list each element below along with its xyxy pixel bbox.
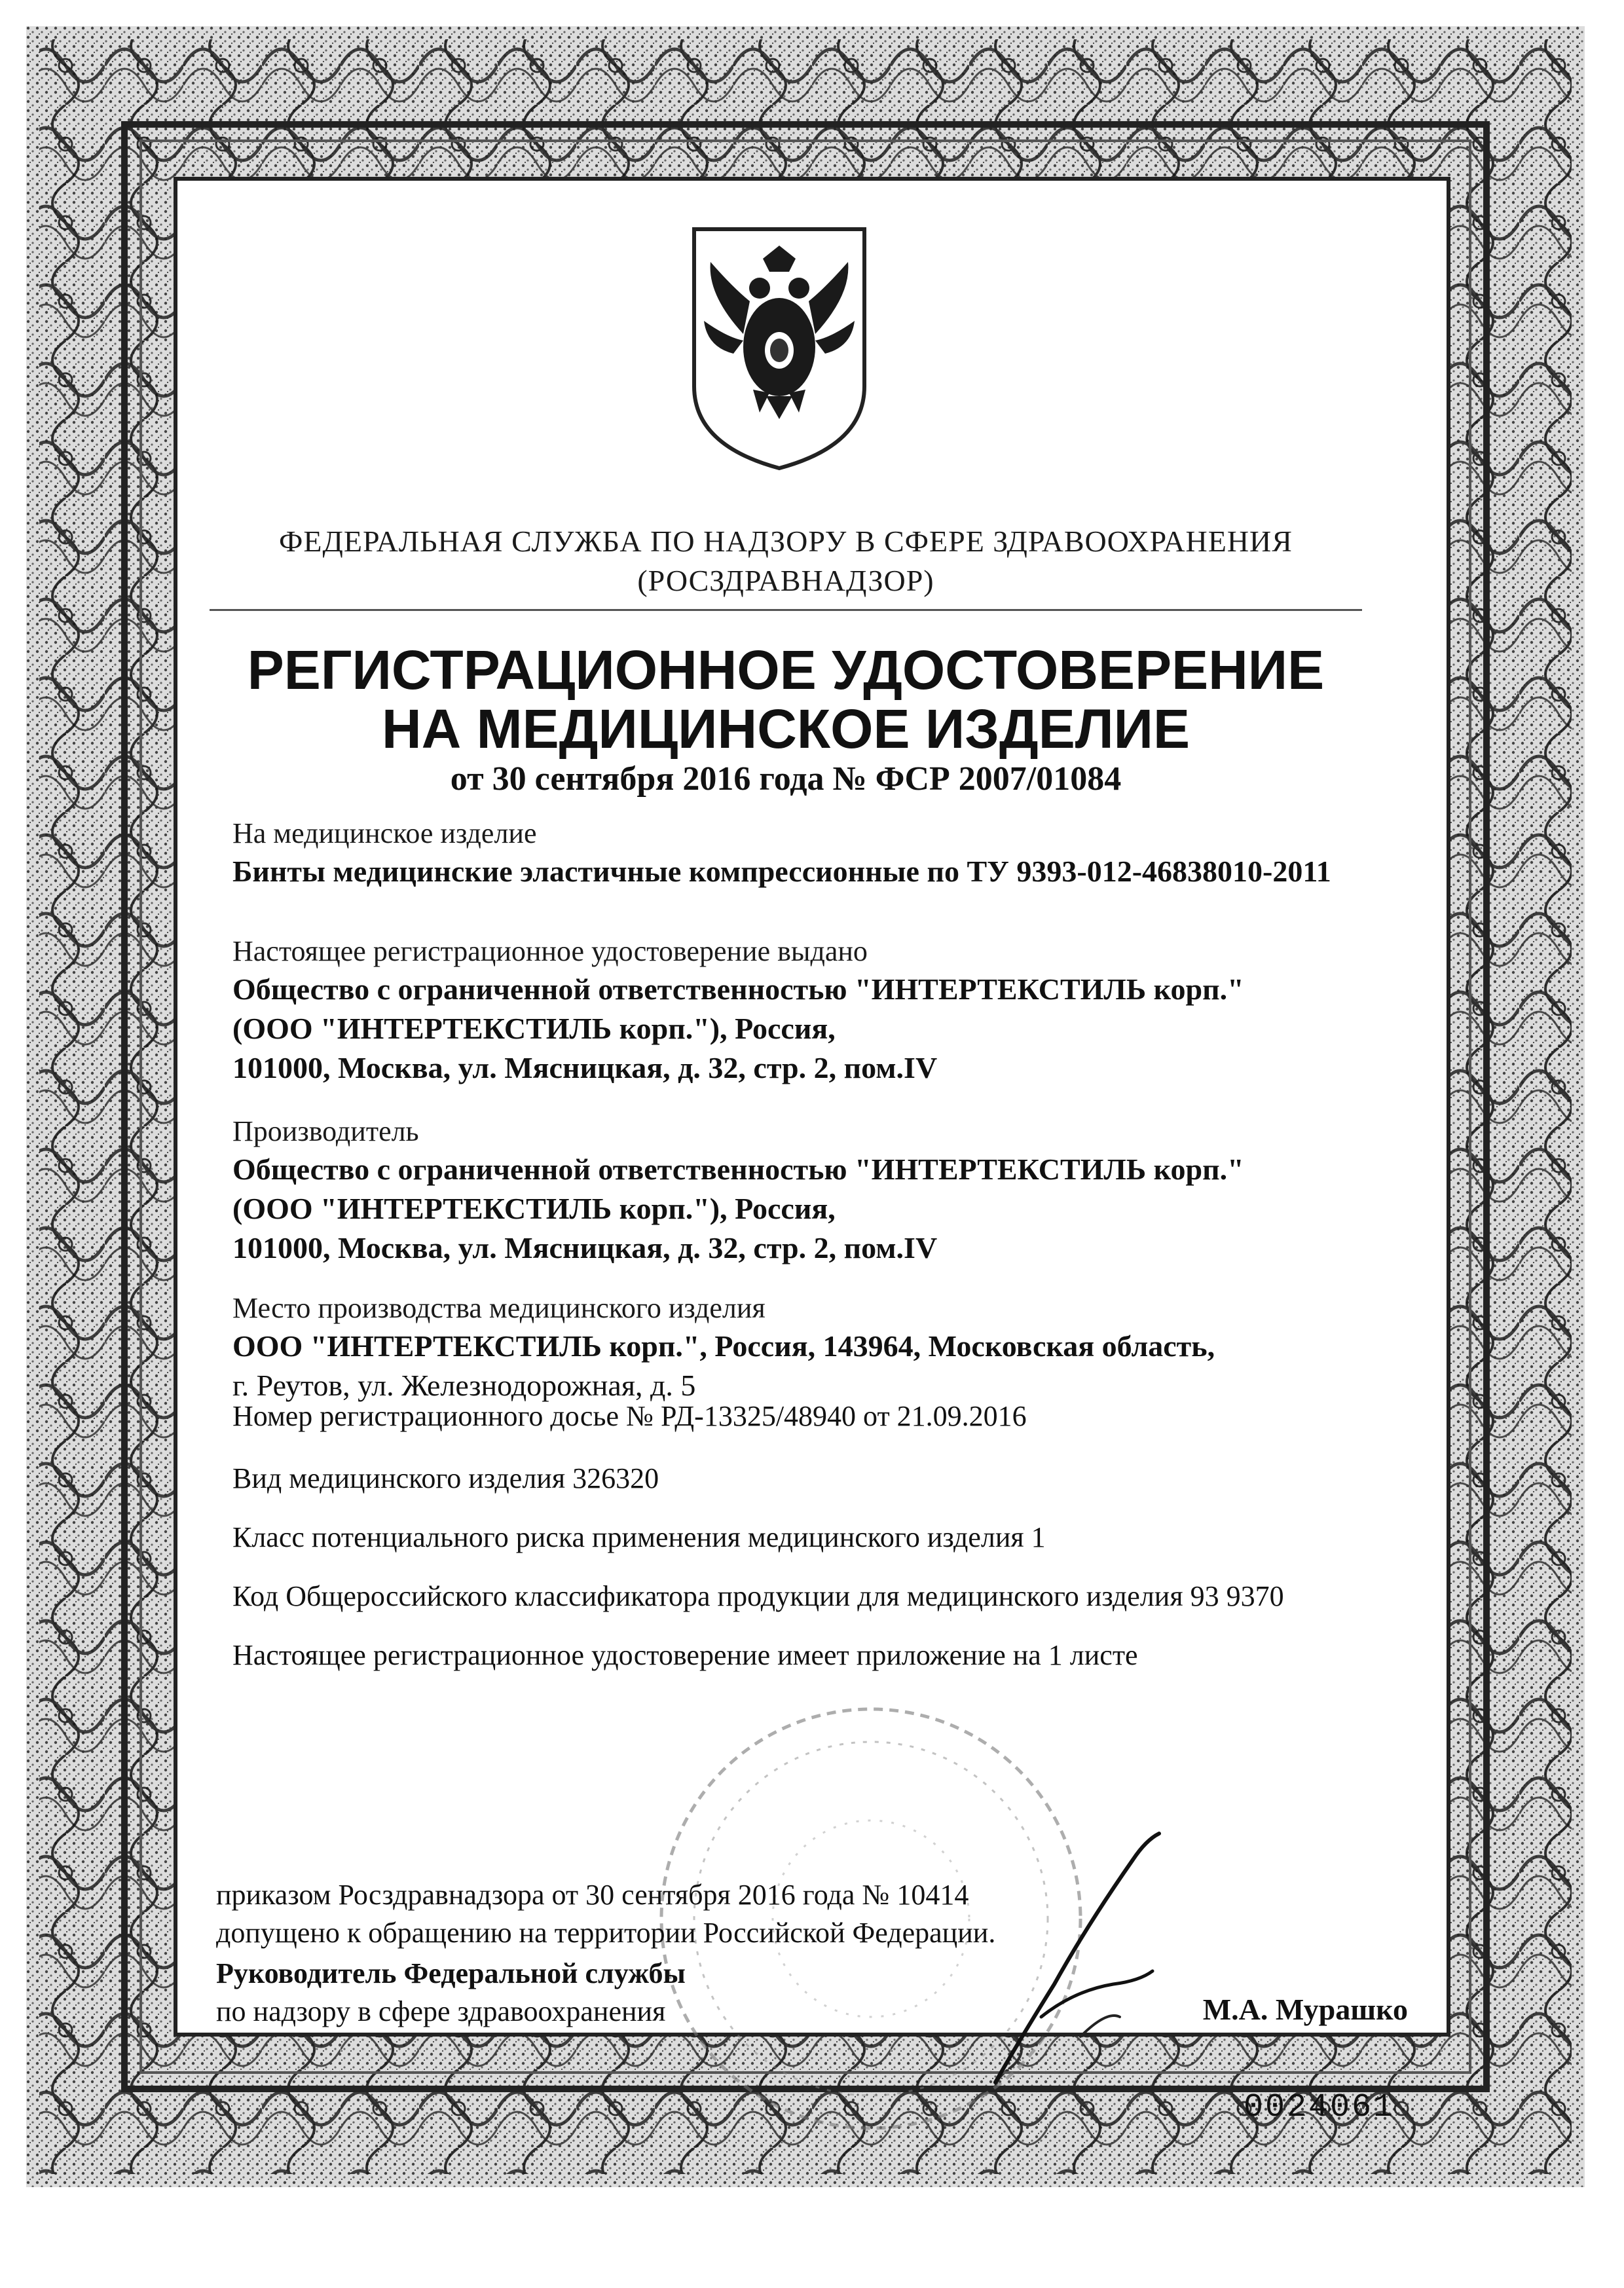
product-label: На медицинское изделие: [232, 817, 537, 849]
header-divider: [210, 609, 1362, 611]
serial-number: 0024061: [1243, 2089, 1395, 2126]
agency-abbreviation: (РОСЗДРАВНАДЗОР): [637, 564, 934, 597]
signatory-title: [216, 1955, 805, 2031]
issued-to-line: (ООО "ИНТЕРТЕКСТИЛЬ корп."), Россия,: [232, 1012, 836, 1045]
production-place-label: Место производства медицинского изделия: [232, 1292, 766, 1324]
coat-of-arms-emblem: [681, 223, 877, 471]
order-line: приказом Росздравнадзора от 30 сентября 2016 года № 10414: [216, 1879, 969, 1911]
risk-class: Класс потенциального риска применения медицинского изделия 1: [232, 1521, 1046, 1553]
issue-date-and-number: от 30 сентября 2016 года № ФСР 2007/01084: [450, 760, 1122, 798]
device-kind: Вид медицинского изделия 326320: [232, 1462, 659, 1494]
document-title: РЕГИСТРАЦИОННОЕ УДОСТОВЕРЕНИЕ: [247, 639, 1325, 701]
product-section: [232, 815, 1411, 891]
handwritten-signature: [982, 1820, 1192, 2095]
issued-to-line: Общество с ограниченной ответственностью "ИНТЕРТЕКСТИЛЬ корп.": [232, 972, 1244, 1006]
classifier-code: Код Общероссийского классификатора продукции для медицинского изделия 93 9370: [232, 1580, 1284, 1612]
issued-to-section: [232, 933, 1411, 1088]
manufacturer-line: (ООО "ИНТЕРТЕКСТИЛЬ корп."), Россия,: [232, 1192, 836, 1225]
agency-name: ФЕДЕРАЛЬНАЯ СЛУЖБА ПО НАДЗОРУ В СФЕРЕ ЗДРАВООХРАНЕНИЯ: [279, 525, 1293, 558]
dossier-number: Номер регистрационного досье № РД-13325/48940 от 21.09.2016: [232, 1400, 1027, 1432]
production-place-section: [232, 1290, 1411, 1405]
manufacturer-section: [232, 1113, 1411, 1268]
production-place-line: ООО "ИНТЕРТЕКСТИЛЬ корп.", Россия, 143964, Московская область,: [232, 1329, 1215, 1363]
manufacturer-line: 101000, Москва, ул. Мясницкая, д. 32, стр. 2, пом.IV: [232, 1231, 938, 1264]
issued-to-label: Настоящее регистрационное удостоверение выдано: [232, 935, 868, 967]
signatory-title-line: по надзору в сфере здравоохранения: [216, 1995, 666, 2027]
order-line: допущено к обращению на территории Российской Федерации.: [216, 1917, 996, 1949]
issued-to-line: 101000, Москва, ул. Мясницкая, д. 32, стр. 2, пом.IV: [232, 1051, 938, 1084]
document-subtitle: НА МЕДИЦИНСКОЕ ИЗДЕЛИЕ: [381, 698, 1190, 760]
manufacturer-line: Общество с ограниченной ответственностью "ИНТЕРТЕКСТИЛЬ корп.": [232, 1153, 1244, 1186]
signer-name: М.А. Мурашко: [1202, 1993, 1408, 2026]
product-value: Бинты медицинские эластичные компрессионные по ТУ 9393-012-46838010-2011: [232, 855, 1331, 888]
signatory-title-line: Руководитель Федеральной службы: [216, 1957, 686, 1989]
production-place-line: г. Реутов, ул. Железнодорожная, д. 5: [232, 1369, 696, 1402]
annex-note: Настоящее регистрационное удостоверение имеет приложение на 1 листе: [232, 1639, 1138, 1671]
manufacturer-label: Производитель: [232, 1115, 419, 1147]
